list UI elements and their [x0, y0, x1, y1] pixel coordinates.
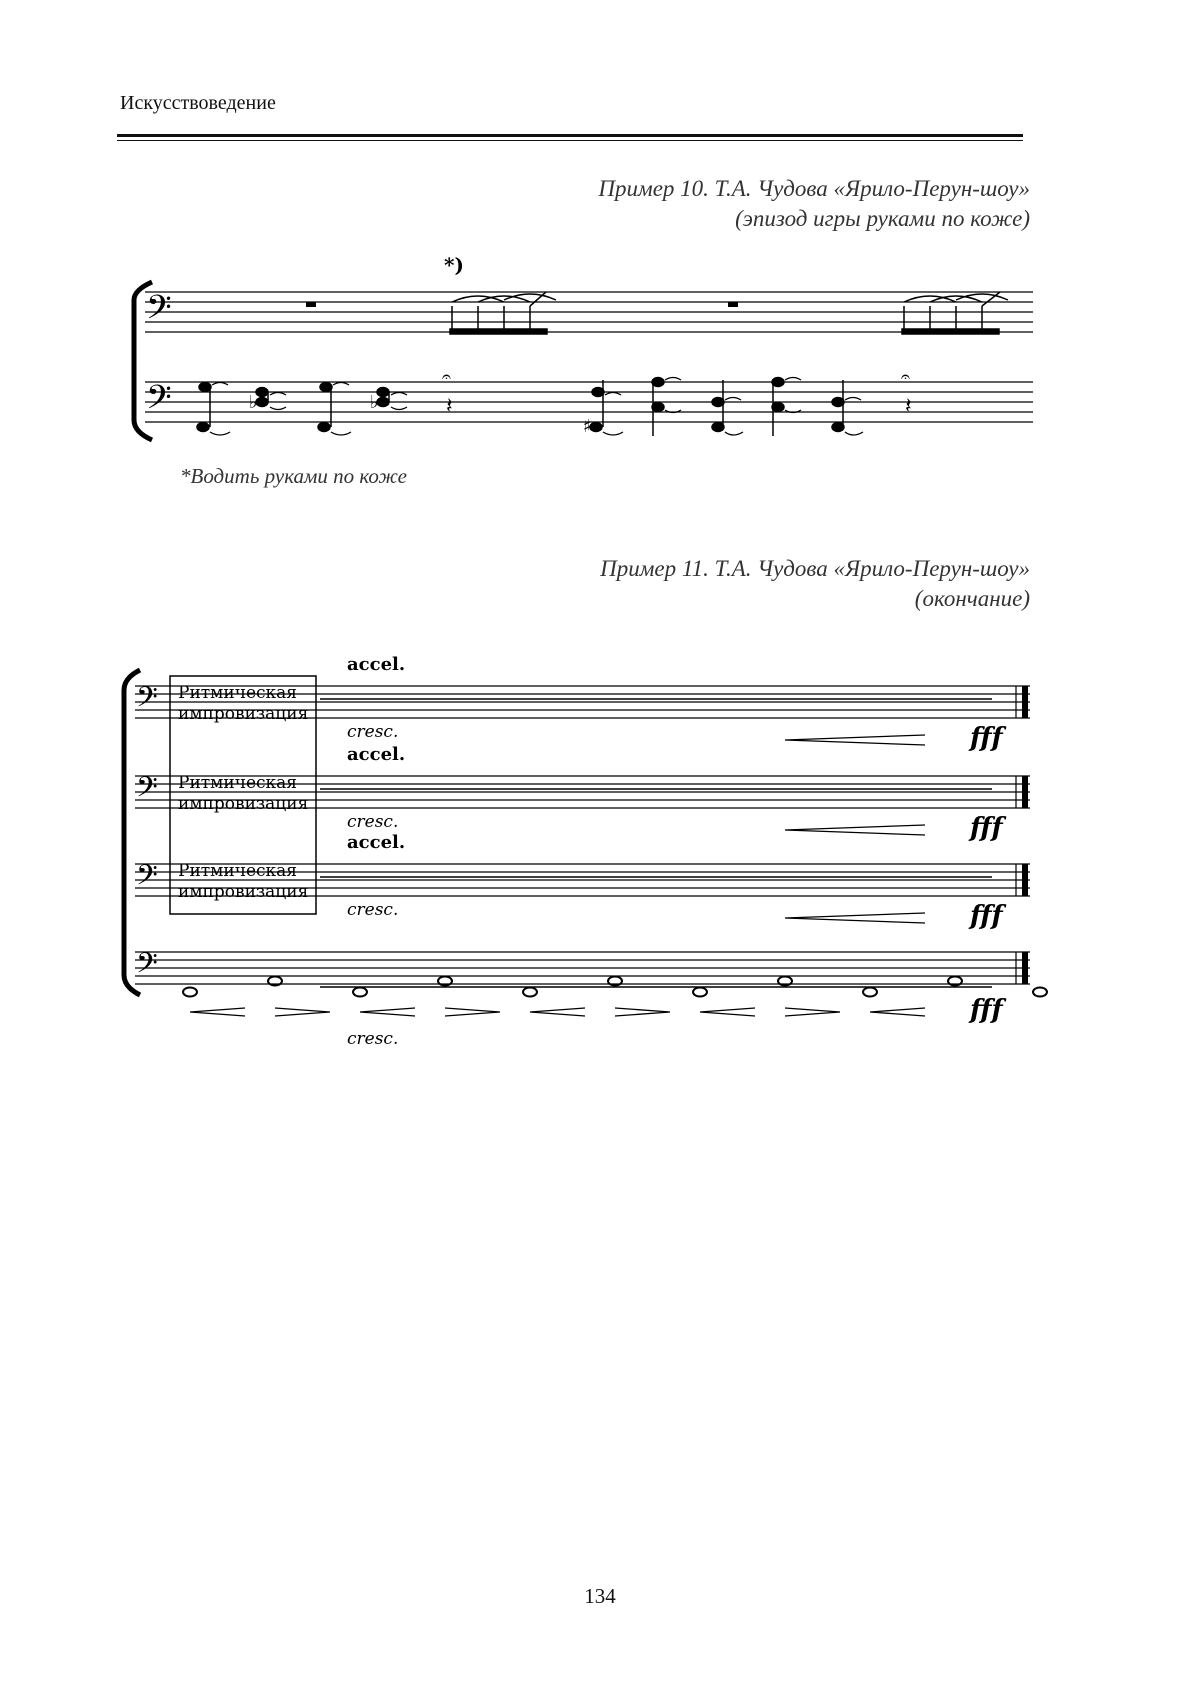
improv-label: Ритмическая [178, 773, 298, 793]
cresc-mark: cresc. [347, 1029, 399, 1049]
whole-note [353, 988, 367, 997]
bass-clef-icon: 𝄢 [136, 859, 158, 899]
fermata-icon: 𝄐 [901, 367, 910, 386]
flat-icon: ♭ [370, 392, 379, 413]
cresc-mark: cresc. [347, 812, 399, 832]
bass-clef-icon: 𝄢 [146, 289, 172, 335]
flat-icon: ♭ [249, 392, 258, 413]
bass-clef-icon: 𝄢 [146, 379, 172, 425]
tempo-mark: accel. [347, 832, 406, 853]
crescendo-hairpin [360, 1008, 415, 1016]
tempo-mark: accel. [347, 654, 406, 675]
whole-note [183, 988, 197, 997]
crescendo-hairpin [190, 1008, 245, 1016]
dynamic-fff: fff [970, 813, 1003, 843]
quarter-rest-icon: 𝄽 [446, 394, 453, 419]
sharp-icon: ♯ [583, 416, 592, 437]
improv-label: импровизация [178, 882, 309, 902]
example-10-caption-title: Пример 10. Т.А. Чудова «Ярило-Перун-шоу» [598, 176, 1030, 201]
decrescendo-hairpin [615, 1008, 670, 1016]
crescendo-hairpin [785, 735, 925, 745]
whole-note [1033, 988, 1047, 997]
whole-note [863, 988, 877, 997]
improv-label: Ритмическая [178, 861, 298, 881]
decrescendo-hairpin [275, 1008, 330, 1016]
footnote-mark: *) [444, 253, 464, 277]
crescendo-hairpin [700, 1008, 755, 1016]
crescendo-hairpin [785, 913, 925, 923]
fermata-icon: 𝄐 [442, 367, 451, 386]
example-11-caption-subtitle: (окончание) [914, 586, 1030, 611]
running-header: Искусствоведение [120, 92, 276, 114]
decrescendo-hairpin [445, 1008, 500, 1016]
example-11-caption-title: Пример 11. Т.А. Чудова «Ярило-Перун-шоу» [600, 556, 1030, 581]
decrescendo-hairpin [785, 1008, 840, 1016]
dynamic-fff: fff [970, 723, 1003, 753]
dynamic-fff: fff [970, 995, 1003, 1025]
quarter-rest-icon: 𝄽 [905, 394, 912, 419]
bass-clef-icon: 𝄢 [136, 947, 158, 987]
cresc-mark: cresc. [347, 900, 399, 920]
improv-label: Ритмическая [178, 683, 298, 703]
page-number: 134 [584, 1584, 616, 1608]
dynamic-fff: fff [970, 901, 1003, 931]
whole-note [523, 988, 537, 997]
improv-label: импровизация [178, 794, 309, 814]
example-10-footnote: *Водить руками по коже [180, 464, 407, 488]
whole-note [693, 988, 707, 997]
example-10-caption-subtitle: (эпизод игры руками по коже) [735, 206, 1030, 231]
bass-clef-icon: 𝄢 [136, 681, 158, 721]
crescendo-hairpin [530, 1008, 585, 1016]
bass-clef-icon: 𝄢 [136, 771, 158, 811]
cresc-mark: cresc. [347, 722, 399, 742]
crescendo-hairpin [785, 825, 925, 835]
improv-label: импровизация [178, 704, 309, 724]
crescendo-hairpin [870, 1008, 925, 1016]
tempo-mark: accel. [347, 744, 406, 765]
staff [135, 947, 1030, 987]
